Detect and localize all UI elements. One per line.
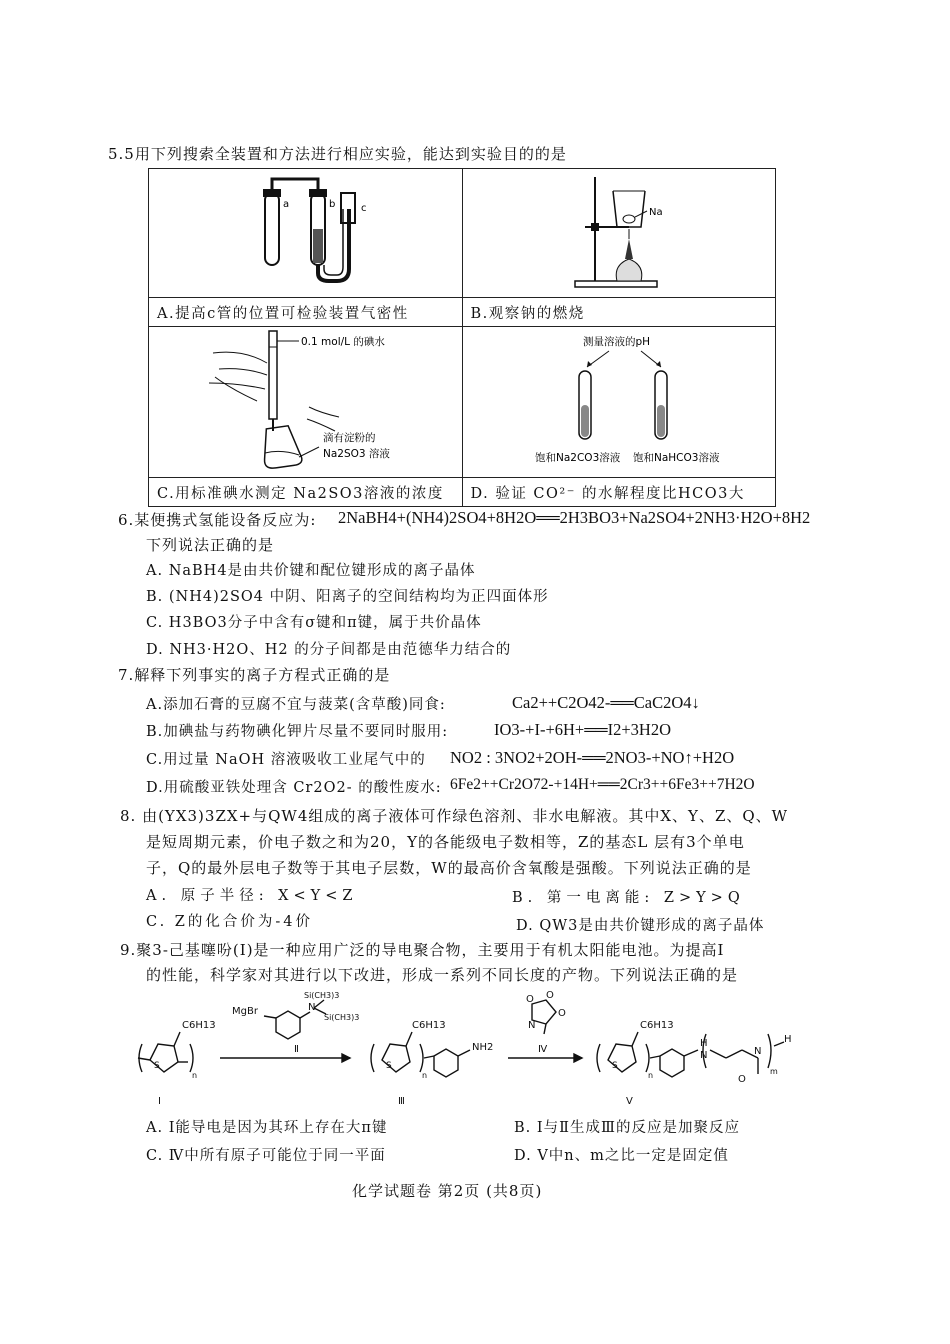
- scheme-label-III: Ⅲ: [398, 1096, 405, 1107]
- question-7-option-c-eq: NO2 : 3NO2+2OH-══2NO3-+NO↑+H2O: [450, 748, 735, 767]
- scheme-label-n-v2: N: [754, 1046, 762, 1057]
- question-8-line3: 子，Q的最外层电子数等于其电子层数，W的最高价含氧酸是强酸。下列说法正确的是: [146, 859, 752, 877]
- scheme-label-s3: S: [612, 1061, 618, 1071]
- cell-a-caption: A.提高c管的位置可检验装置气密性: [149, 298, 463, 327]
- question-6-stem: 6.某便携式氢能设备反应为:: [118, 511, 317, 529]
- scheme-label-c6h13-1: C6H13: [182, 1020, 216, 1031]
- sodium-combustion-diagram: [463, 169, 775, 293]
- cell-d-image: [462, 327, 776, 478]
- cell-c-caption: C.用标准碘水测定 Na2SO3溶液的浓度: [149, 478, 463, 507]
- question-7-option-c-text: C.用过量 NaOH 溶液吸收工业尾气中的: [146, 752, 426, 768]
- scheme-label-s1: S: [154, 1061, 160, 1071]
- cell-b-caption: B.观察钠的燃烧: [462, 298, 776, 327]
- scheme-label-o3: O: [546, 990, 554, 1001]
- scheme-label-II: Ⅱ: [294, 1044, 299, 1055]
- scheme-label-I: Ⅰ: [158, 1096, 161, 1107]
- u-tube-apparatus-diagram: [149, 169, 461, 293]
- question-6-equation: 2NaBH4+(NH4)2SO4+8H2O══2H3BO3+Na2SO4+2NH3·H2O+8H2: [338, 508, 811, 527]
- label-na2so3: Na2SO3 溶液: [323, 448, 390, 460]
- question-9-line2: 的性能，科学家对其进行以下改进，形成一系列不同长度的产物。下列说法正确的是: [146, 966, 739, 984]
- label-measure-ph: 测量溶液的pH: [582, 336, 650, 348]
- scheme-label-V: Ⅴ: [626, 1096, 633, 1107]
- question-8-option-b: B. 第一电离能: Z>Y>Q: [512, 890, 745, 906]
- label-starch: 滴有淀粉的: [323, 432, 376, 444]
- label-na2co3: 饱和Na2CO3溶液: [534, 452, 620, 464]
- question-8-option-d: D. QW3是由共价键形成的离子晶体: [516, 918, 765, 934]
- question-6-line2: 下列说法正确的是: [146, 536, 275, 554]
- question-6-option-c: C. H3BO3分子中含有σ键和π键，属于共价晶体: [146, 615, 482, 631]
- page-footer: 化学试题卷 第2页 (共8页): [352, 1182, 543, 1200]
- label-b: b: [329, 199, 336, 210]
- question-6-option-d: D. NH3·H2O、H2 的分子间都是由范德华力结合的: [146, 642, 512, 658]
- scheme-label-o1: O: [526, 994, 534, 1005]
- scheme-label-s2: S: [386, 1061, 392, 1071]
- question-8-option-a: A. 原子半径: X<Y<Z: [146, 888, 358, 904]
- scheme-label-h1: H: [700, 1038, 708, 1049]
- label-a: a: [283, 199, 290, 210]
- scheme-label-o-v: O: [738, 1074, 746, 1085]
- scheme-label-si1: Si(CH3)3: [304, 991, 340, 1000]
- question-8-line2: 是短周期元素，价电子数之和为20，Y的各能级电子数相等，Z的基态L 层有3个单电: [146, 833, 745, 851]
- scheme-label-n3: n: [648, 1071, 654, 1080]
- question-7-stem: 7.解释下列事实的离子方程式正确的是: [118, 666, 391, 684]
- cell-d-caption: D. 验证 CO²⁻ 的水解程度比HCO3大: [462, 478, 776, 507]
- question-7-option-a-text: A.添加石膏的豆腐不宜与菠菜(含草酸)同食:: [146, 697, 446, 713]
- question-6-option-a: A. NaBH4是由共价键和配位键形成的离子晶体: [146, 563, 476, 579]
- label-c: c: [361, 203, 367, 214]
- cell-a-image: [149, 169, 463, 298]
- ph-measurement-diagram: [463, 327, 775, 473]
- question-9-option-d: D. Ⅴ中n、m之比一定是固定值: [514, 1148, 729, 1164]
- cell-b-image: [462, 169, 776, 298]
- scheme-label-c6h13-3: C6H13: [640, 1020, 674, 1031]
- scheme-label-n1: n: [192, 1071, 198, 1080]
- scheme-label-n2: n: [422, 1071, 428, 1080]
- scheme-label-o2: O: [558, 1008, 566, 1019]
- scheme-label-nh2: NH2: [472, 1042, 494, 1053]
- scheme-label-c6h13-2: C6H13: [412, 1020, 446, 1031]
- label-iodine: 0.1 mol/L 的碘水: [301, 336, 385, 348]
- question-7-option-b-eq: IO3-+I-+6H+══I2+3H2O: [494, 720, 671, 739]
- titration-diagram: [149, 327, 461, 473]
- scheme-label-mgbr: MgBr: [232, 1006, 258, 1017]
- scheme-label-IV: Ⅳ: [538, 1044, 548, 1055]
- question-9-option-c: C. Ⅳ中所有原子可能位于同一平面: [146, 1148, 386, 1164]
- question-7-option-b-text: B.加碘盐与药物碘化钾片尽量不要同时服用:: [146, 724, 449, 740]
- question-7-option-d-text: D.用硫酸亚铁处理含 Cr2O2- 的酸性废水:: [146, 780, 442, 796]
- polymer-reaction-scheme: [128, 988, 818, 1112]
- experiment-table: [148, 168, 776, 507]
- question-8-option-c: C. Z的化合价为-4价: [146, 914, 313, 930]
- question-9-option-a: A. Ⅰ能导电是因为其环上存在大π键: [146, 1120, 388, 1136]
- question-5-stem: 5.5用下列搜索全装置和方法进行相应实验，能达到实验目的的是: [108, 145, 567, 163]
- question-7-option-a-eq: Ca2++C2O42-══CaC2O4↓: [512, 693, 700, 712]
- cell-c-image: [149, 327, 463, 478]
- label-nahco3: 饱和NaHCO3溶液: [632, 452, 719, 464]
- question-6-option-b: B. (NH4)2SO4 中阴、阳离子的空间结构均为正四面体形: [146, 589, 549, 605]
- scheme-label-n-v1: N: [700, 1050, 708, 1061]
- question-7-option-d-eq: 6Fe2++Cr2O72-+14H+══2Cr3++6Fe3++7H2O: [450, 776, 755, 793]
- scheme-label-m: m: [770, 1067, 778, 1076]
- question-9-line1: 9.聚3-己基噻吩(Ⅰ)是一种应用广泛的导电聚合物，主要用于有机太阳能电池。为提高Ⅰ: [120, 941, 725, 959]
- scheme-label-h2: H: [784, 1034, 792, 1045]
- label-na: Na: [648, 207, 663, 218]
- scheme-label-n-ii: N: [308, 1002, 316, 1013]
- scheme-label-n-iv: N: [528, 1020, 536, 1031]
- question-9-option-b: B. Ⅰ与Ⅱ生成Ⅲ的反应是加聚反应: [514, 1120, 740, 1136]
- scheme-label-si2: Si(CH3)3: [324, 1013, 360, 1022]
- question-8-line1: 8. 由(YX3)3ZX+与QW4组成的离子液体可作绿色溶剂、非水电解液。其中X、Y、Z、Q、W: [120, 807, 789, 825]
